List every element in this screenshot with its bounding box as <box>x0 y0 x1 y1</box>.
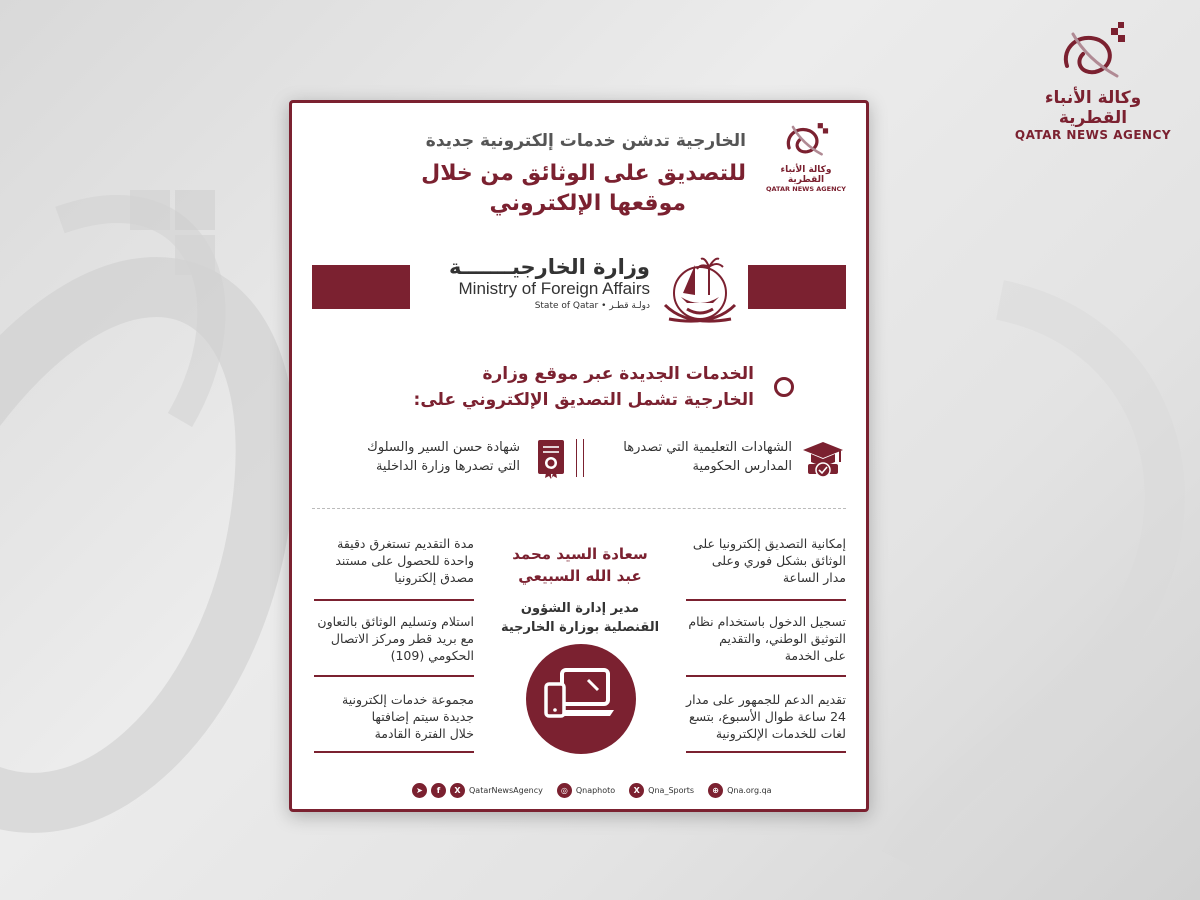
social-photo[interactable] <box>557 783 615 798</box>
ministry-name-en: Ministry of Foreign Affairs <box>458 279 650 298</box>
left-item-1-l1: مدة التقديم تستغرق دقيقة <box>337 536 474 551</box>
left-item-2 <box>314 613 474 664</box>
right-item-1-l1: إمكانية التصديق إلكترونيا على <box>692 536 846 551</box>
left-item-3-l2: جديدة سيتم إضافتها <box>371 709 474 724</box>
headline-sub: الخارجية تدشن خدمات إلكترونية جديدة <box>425 131 746 151</box>
services-intro <box>374 361 754 413</box>
qna-logo-icon <box>1053 22 1133 86</box>
official-info <box>492 543 668 637</box>
official-role-line2: القنصلية بوزارة الخارجية <box>500 620 660 635</box>
ministry-name-ar: وزارة الخارجيـــــــة <box>448 255 650 279</box>
services-intro-line2: الخارجية تشمل التصديق الإلكتروني على: <box>413 390 754 410</box>
devices-circle <box>526 644 636 754</box>
left-item-3-l1: مجموعة خدمات إلكترونية <box>342 692 474 707</box>
maroon-bar-left <box>312 265 410 309</box>
official-name-line1: سعادة السيد محمد <box>512 545 648 563</box>
instagram-icon: ◎ <box>557 783 572 798</box>
ministry-logo <box>422 247 742 337</box>
left-divider-1 <box>314 599 474 601</box>
x-icon: X <box>450 783 465 798</box>
feature-separator <box>576 439 584 477</box>
card-brand-ar: وكالة الأنباء القطرية <box>780 165 832 185</box>
social-photo-handle: Qnaphoto <box>575 785 616 795</box>
social-web[interactable] <box>708 783 771 798</box>
qna-logo-icon <box>780 119 832 161</box>
social-sports[interactable] <box>629 783 694 798</box>
brand-name-en: QATAR NEWS AGENCY <box>1014 128 1172 142</box>
right-item-2 <box>686 613 846 664</box>
services-intro-line1: الخدمات الجديدة عبر موقع وزارة <box>482 364 754 384</box>
feature1-line1: الشهادات التعليمية التي تصدرها <box>623 440 792 455</box>
left-item-2-l3: الحكومي (109) <box>390 648 474 663</box>
right-divider-2 <box>686 675 846 677</box>
qatar-emblem-icon <box>657 247 743 337</box>
social-qna[interactable] <box>412 783 543 798</box>
left-item-1-l3: مصدق إلكترونيا <box>394 570 474 585</box>
feature-good-conduct-certificate <box>312 436 574 486</box>
social-web-handle: Qna.org.qa <box>727 785 772 795</box>
left-item-2-l1: استلام وتسليم الوثائق بالتعاون <box>317 614 474 629</box>
feature2-line2: التي تصدرها وزارة الداخلية <box>375 459 520 474</box>
feature1-line2: المدارس الحكومية <box>692 459 792 474</box>
section-divider <box>312 508 846 509</box>
official-role-line1: مدير إدارة الشؤون <box>520 601 640 616</box>
headline-main-line2: موقعها الإلكتروني <box>489 191 686 216</box>
right-item-2-l2: التوثيق الوطني، والتقديم <box>719 631 846 646</box>
right-item-3-l1: تقديم الدعم للجمهور على مدار <box>686 692 846 707</box>
right-divider-3 <box>686 751 846 753</box>
right-item-3-l2: 24 ساعة طوال الأسبوع، بتسع <box>688 709 846 724</box>
right-item-1 <box>686 535 846 586</box>
left-divider-3 <box>314 751 474 753</box>
infographic-card <box>289 100 869 812</box>
right-item-1-l3: مدار الساعة <box>782 570 846 585</box>
left-item-1-l2: واحدة للحصول على مستند <box>335 553 474 568</box>
x-icon: X <box>629 783 644 798</box>
social-sports-handle: Qna_Sports <box>648 785 695 795</box>
social-qna-handle: QatarNewsAgency <box>469 785 543 795</box>
right-item-3 <box>686 691 846 742</box>
brand-name-ar: وكالة الأنباء القطرية <box>1044 88 1142 128</box>
left-item-1 <box>314 535 474 586</box>
right-divider-1 <box>686 599 846 601</box>
graduation-cap-icon <box>800 436 846 482</box>
feature2-line1: شهادة حسن السير والسلوك <box>367 440 520 455</box>
headline-main <box>306 159 746 219</box>
ministry-state: State of Qatar • دولـة قطـر <box>534 301 650 311</box>
maroon-bar-right <box>748 265 846 309</box>
headline-main-line1: للتصديق على الوثائق من خلال <box>421 161 746 186</box>
card-qna-logo <box>766 119 846 193</box>
right-item-3-l3: لغات للخدمات الإلكترونية <box>715 726 846 741</box>
left-item-3-l3: خلال الفترة القادمة <box>374 726 474 741</box>
laptop-phone-icon <box>526 644 636 754</box>
telegram-icon: ➤ <box>412 783 427 798</box>
left-divider-2 <box>314 675 474 677</box>
qna-corner-logo <box>1008 22 1178 142</box>
social-footer <box>412 779 852 801</box>
globe-icon: ⊕ <box>708 783 723 798</box>
left-item-3 <box>314 691 474 742</box>
card-brand-en: QATAR NEWS AGENCY <box>766 185 846 193</box>
feature-education-certificates <box>586 436 846 486</box>
certificate-icon <box>528 436 574 482</box>
official-name-line2: عبد الله السبيعي <box>518 567 642 585</box>
right-item-1-l2: الوثائق بشكل فوري وعلى <box>711 553 846 568</box>
right-item-2-l3: على الخدمة <box>784 648 846 663</box>
left-item-2-l2: مع بريد قطر ومركز الاتصال <box>330 631 474 646</box>
right-item-2-l1: تسجيل الدخول باستخدام نظام <box>688 614 846 629</box>
facebook-icon: f <box>431 783 446 798</box>
bullet-ring-icon <box>774 377 794 397</box>
